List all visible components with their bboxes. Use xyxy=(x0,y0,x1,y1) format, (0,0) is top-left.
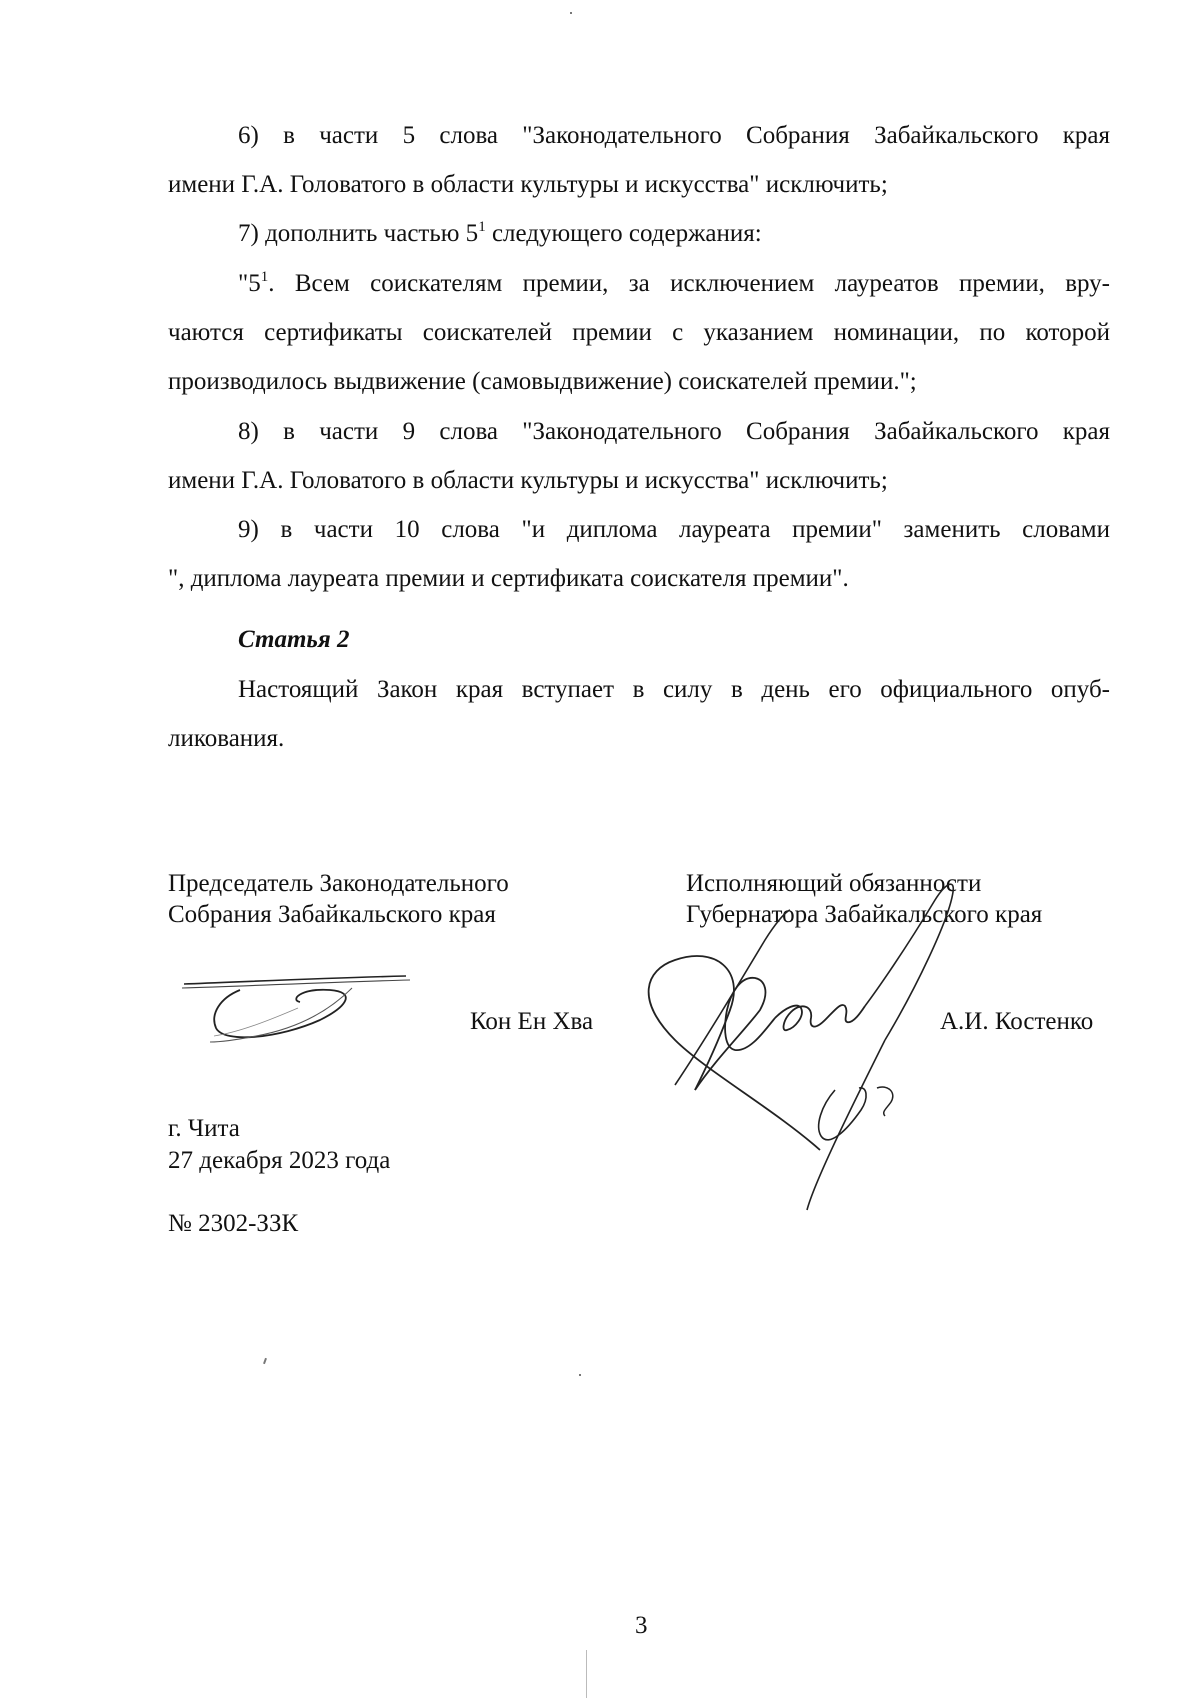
left-signatory-title-line-1: Председатель Законодательного xyxy=(168,870,509,897)
paragraph-9-line-2: ", диплома лауреата премии и сертификата соискателя премии". xyxy=(168,565,849,592)
quoted-part-prefix: "5 xyxy=(238,270,261,297)
paragraph-9-line-1: 9) в части 10 слова "и диплома лауреата премии" заменить словами xyxy=(238,516,1110,543)
superscript: 1 xyxy=(478,219,486,235)
left-signatory-title-line-2: Собрания Забайкальского края xyxy=(168,901,496,928)
right-signatory-title-line-2: Губернатора Забайкальского края xyxy=(686,901,1043,928)
quoted-part-line-3: производилось выдвижение (самовыдвижение) соискателей премии."; xyxy=(168,368,917,395)
article-2-heading: Статья 2 xyxy=(238,626,350,653)
paragraph-7 xyxy=(238,219,762,252)
paragraph-8-line-2: имени Г.А. Головатого в области культуры и искусства" исключить; xyxy=(168,467,888,494)
page-number: 3 xyxy=(635,1612,648,1639)
right-signatory-name: А.И. Костенко xyxy=(940,1008,1094,1035)
paragraph-7-text: 7) дополнить частью 5 xyxy=(238,220,479,247)
superscript: 1 xyxy=(260,269,269,285)
paragraph-7-tail: следующего содержания: xyxy=(485,220,762,247)
scan-mark xyxy=(586,1650,587,1698)
article-2-line-1: Настоящий Закон края вступает в силу в день его официального опуб- xyxy=(238,676,1110,703)
quoted-part-line-1 xyxy=(238,269,1110,302)
quoted-part-tail: . Всем соискателям премии, за исключением лауреатов премии, вру- xyxy=(268,270,1110,297)
paragraph-8-line-1: 8) в части 9 слова "Законодательного Собрания Забайкальского края xyxy=(238,418,1110,445)
scan-mark xyxy=(570,12,572,14)
paragraph-6-line-2: имени Г.А. Головатого в области культуры и искусства" исключить; xyxy=(168,171,888,198)
law-number: № 2302-ЗЗК xyxy=(168,1210,299,1237)
paragraph-6-line-1: 6) в части 5 слова "Законодательного Собрания Забайкальского края xyxy=(238,122,1110,149)
scan-mark xyxy=(263,1358,267,1364)
date: 27 декабря 2023 года xyxy=(168,1147,391,1174)
right-handwritten-signature xyxy=(615,880,1035,1250)
left-handwritten-signature xyxy=(180,970,420,1050)
article-2-line-2: ликования. xyxy=(168,725,285,752)
scan-mark xyxy=(579,1374,581,1376)
right-signatory-title-line-1: Исполняющий обязанности xyxy=(686,870,982,897)
left-signatory-name: Кон Ен Хва xyxy=(470,1008,594,1035)
quoted-part-line-2: чаются сертификаты соискателей премии с указанием номинации, по которой xyxy=(168,319,1110,346)
city: г. Чита xyxy=(168,1115,240,1142)
